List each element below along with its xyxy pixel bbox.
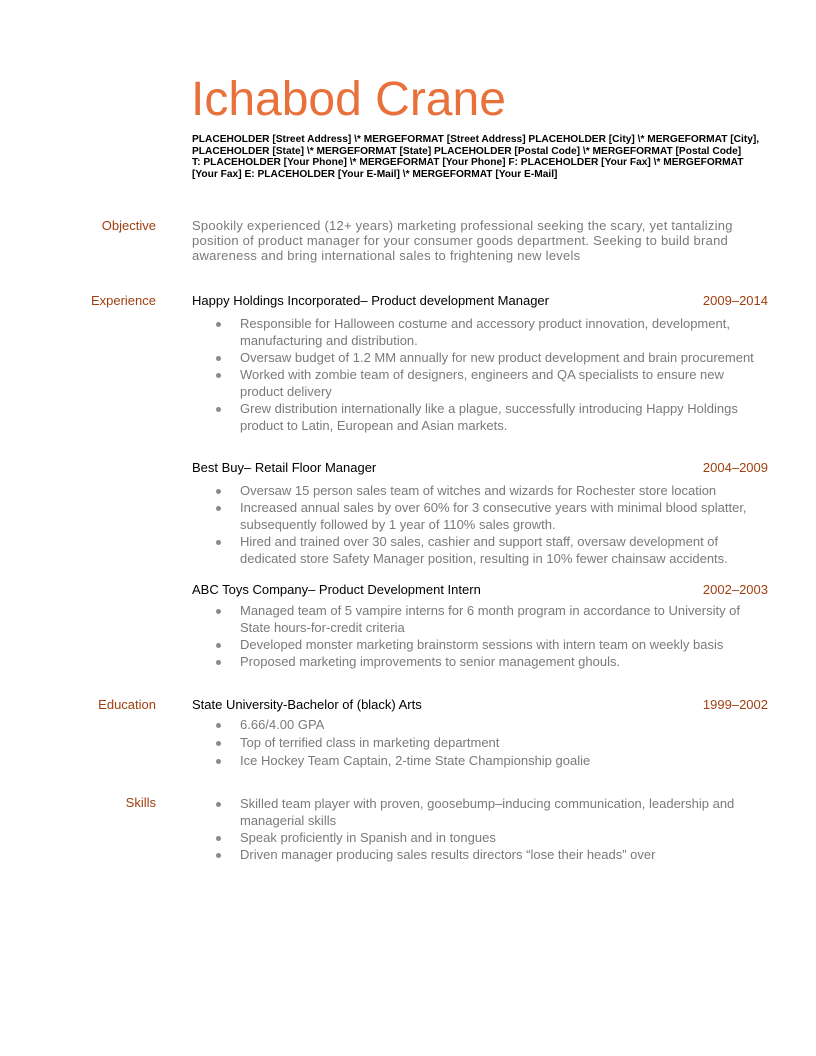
bullet-dot-icon: [216, 356, 221, 361]
bullet-dot-icon: [216, 322, 221, 327]
job-title: Best Buy– Retail Floor Manager: [192, 460, 377, 475]
job-dates: 2009–2014: [702, 293, 768, 308]
job-dates: 2004–2009: [702, 460, 768, 475]
bullet-dot-icon: [216, 540, 221, 545]
bullet-item: Developed monster marketing brainstorm sessions with intern team on weekly basis: [192, 636, 770, 653]
bullet-dot-icon: [216, 609, 221, 614]
job-header: [192, 460, 770, 478]
bullet-item: Top of terrified class in marketing department: [192, 734, 770, 752]
job-title: ABC Toys Company– Product Development Intern: [192, 582, 481, 597]
education-bullet-list: [192, 716, 770, 770]
bullet-item: Worked with zombie team of designers, engineers and QA specialists to ensure new product delivery: [192, 366, 770, 400]
job-bullet-list: [192, 315, 770, 434]
bullet-item: Hired and trained over 30 sales, cashier and support staff, oversaw development of dedicated store Safety Manager position, resulting in 10% fewer chainsaw accidents.: [192, 533, 770, 567]
bullet-item: Managed team of 5 vampire interns for 6 month program in accordance to University of State hours-for-credit criteria: [192, 602, 770, 636]
bullet-dot-icon: [216, 853, 221, 858]
bullet-dot-icon: [216, 373, 221, 378]
skills-bullet-list: [192, 795, 770, 863]
bullet-dot-icon: [216, 759, 221, 764]
objective-label: Objective: [101, 218, 156, 233]
job-bullet-list: [192, 482, 770, 567]
bullet-dot-icon: [216, 506, 221, 511]
bullet-item: Grew distribution internationally like a plague, successfully introducing Happy Holdings product to Latin, European and Asian markets.: [192, 400, 770, 434]
bullet-dot-icon: [216, 802, 221, 807]
bullet-item: Driven manager producing sales results directors “lose their heads” over: [192, 846, 770, 863]
job-header: [192, 582, 770, 600]
bullet-dot-icon: [216, 723, 221, 728]
bullet-dot-icon: [216, 489, 221, 494]
skills-label: Skills: [125, 795, 156, 810]
job-entry: [192, 582, 770, 670]
education-entry: [192, 697, 770, 770]
bullet-item: Proposed marketing improvements to senior management ghouls.: [192, 653, 770, 670]
job-bullet-list: [192, 602, 770, 670]
bullet-dot-icon: [216, 643, 221, 648]
bullet-item: Responsible for Halloween costume and accessory product innovation, development, manufacturing and distribution.: [192, 315, 770, 349]
objective-text: Spookily experienced (12+ years) marketing professional seeking the scary, yet tantalizing position of product manager for your consumer goods department. Seeking to build brand awareness and bring international sales to frightening new levels: [192, 218, 733, 263]
phone-fax-email-line: T: PLACEHOLDER [Your Phone] \* MERGEFORMAT [Your Phone] F: PLACEHOLDER [Your Fax] \* MERGEFORMAT [Your Fax] E: PLACEHOLDER [Your E-Mail] \* MERGEFORMAT [Your E-Mail]: [192, 157, 744, 180]
skills-entry: [192, 795, 770, 863]
bullet-item: Skilled team player with proven, goosebump–inducing communication, leadership and managerial skills: [192, 795, 770, 829]
bullet-dot-icon: [216, 660, 221, 665]
bullet-item: Speak proficiently in Spanish and in tongues: [192, 829, 770, 846]
education-title: State University-Bachelor of (black) Arts: [192, 697, 422, 712]
education-label: Education: [98, 697, 156, 712]
job-title: Happy Holdings Incorporated– Product development Manager: [192, 293, 549, 308]
bullet-item: Oversaw budget of 1.2 MM annually for new product development and brain procurement: [192, 349, 770, 366]
bullet-dot-icon: [216, 407, 221, 412]
education-dates: 1999–2002: [702, 697, 768, 712]
bullet-item: Ice Hockey Team Captain, 2-time State Championship goalie: [192, 752, 770, 770]
experience-label: Experience: [90, 293, 156, 308]
job-entry: [192, 460, 770, 567]
contact-block: [192, 134, 770, 180]
bullet-item: Increased annual sales by over 60% for 3 consecutive years with minimal blood splatter, subsequently followed by 1 year of 110% sales growth.: [192, 499, 770, 533]
job-dates: 2002–2003: [702, 582, 768, 597]
bullet-item: 6.66/4.00 GPA: [192, 716, 770, 734]
bullet-item: Oversaw 15 person sales team of witches and wizards for Rochester store location: [192, 482, 770, 499]
address-line: PLACEHOLDER [Street Address] \* MERGEFORMAT [Street Address] PLACEHOLDER [City] \* MERGEFORMAT [City], PLACEHOLDER [State] \* MERGEFORMAT [State] PLACEHOLDER [Postal Code] \* MERGEFORMAT [Postal Code]: [192, 134, 760, 157]
job-header: [192, 293, 770, 311]
candidate-name: Ichabod Crane: [191, 73, 506, 126]
bullet-dot-icon: [216, 741, 221, 746]
bullet-dot-icon: [216, 836, 221, 841]
education-header: [192, 697, 770, 715]
job-entry: [192, 293, 770, 434]
